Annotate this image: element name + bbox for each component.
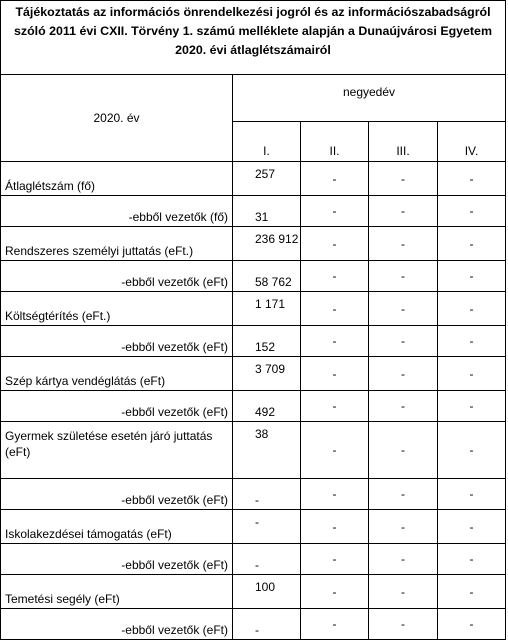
quarter-2-value: - — [301, 544, 369, 575]
row-label: Rendszeres személyi juttatás (eFt.) — [1, 227, 233, 261]
quarter-2-value: - — [301, 391, 369, 422]
table-row — [1, 575, 506, 609]
row-label: Temetési segély (eFt) — [1, 575, 233, 609]
table-row — [1, 422, 506, 479]
document-title — [1, 1, 506, 75]
quarter-3-value: - — [369, 326, 438, 357]
row-label: -ebből vezetők (eFt) — [1, 326, 233, 357]
quarter-4-value: - — [438, 162, 506, 196]
quarter-4-value: - — [438, 544, 506, 575]
quarter-2-value: - — [301, 326, 369, 357]
quarter-1-value: - — [233, 479, 301, 510]
quarter-1-value: - — [233, 544, 301, 575]
table-row-subitem — [1, 609, 506, 640]
quarter-2-value: - — [301, 162, 369, 196]
quarter-2-value: - — [301, 292, 369, 326]
quarter-4-value: - — [438, 196, 506, 227]
quarter-3-value: - — [369, 510, 438, 544]
quarter-1-value: 58 762 — [233, 261, 301, 292]
table-row-subitem — [1, 261, 506, 292]
quarter-2-value: - — [301, 227, 369, 261]
table-row-subitem — [1, 544, 506, 575]
header-row — [1, 75, 506, 122]
quarter-3-value: - — [369, 479, 438, 510]
table-row-subitem — [1, 196, 506, 227]
quarter-4-value: - — [438, 227, 506, 261]
quarter-4-value: - — [438, 261, 506, 292]
quarter-2-value: - — [301, 357, 369, 391]
quarter-3-value: - — [369, 227, 438, 261]
row-label: Iskolakezdései támogatás (eFt) — [1, 510, 233, 544]
title-row — [1, 1, 506, 75]
quarter-1-value: 100 — [233, 575, 301, 609]
quarter-1-value: - — [233, 510, 301, 544]
quarter-2-value: - — [301, 575, 369, 609]
quarter-2-value: - — [301, 422, 369, 479]
row-label: -ebből vezetők (fő) — [1, 196, 233, 227]
table-row — [1, 357, 506, 391]
quarter-1-value: 38 — [233, 422, 301, 479]
quarter-1-value: 152 — [233, 326, 301, 357]
quarter-header-3: III. — [369, 122, 438, 162]
quarter-3-value: - — [369, 391, 438, 422]
quarter-4-value: - — [438, 479, 506, 510]
quarter-group-header: negyedév — [233, 75, 506, 122]
row-label: Költségtérítés (eFt.) — [1, 292, 233, 326]
quarter-3-value: - — [369, 422, 438, 479]
quarter-4-value: - — [438, 357, 506, 391]
quarter-1-value: - — [233, 609, 301, 640]
quarter-1-value: 236 912 — [233, 227, 301, 261]
quarter-4-value: - — [438, 292, 506, 326]
row-label: Gyermek születése esetén járó juttatás (eFt) — [1, 422, 233, 479]
title-line-2: szóló 2011 évi CXII. Törvény 1. számú melléklete alapján a Dunaújvárosi Egyetem — [14, 24, 492, 38]
title-line-3: 2020. évi átlaglétszámairól — [175, 43, 331, 57]
quarter-3-value: - — [369, 196, 438, 227]
row-label: -ebből vezetők (eFt) — [1, 609, 233, 640]
title-line-1: Tájékoztatás az információs önrendelkezési jogról és az információszabadságról — [15, 5, 491, 19]
quarter-1-value: 3 709 — [233, 357, 301, 391]
quarter-3-value: - — [369, 575, 438, 609]
quarter-header-1: I. — [233, 122, 301, 162]
quarter-4-value: - — [438, 326, 506, 357]
row-label: -ebből vezetők (eFt) — [1, 391, 233, 422]
quarter-4-value: - — [438, 422, 506, 479]
quarter-4-value: - — [438, 575, 506, 609]
row-label: Átlaglétszám (fő) — [1, 162, 233, 196]
quarter-1-value: 492 — [233, 391, 301, 422]
quarter-4-value: - — [438, 391, 506, 422]
quarter-2-value: - — [301, 196, 369, 227]
quarter-2-value: - — [301, 261, 369, 292]
quarter-1-value: 257 — [233, 162, 301, 196]
table-row — [1, 510, 506, 544]
quarter-3-value: - — [369, 609, 438, 640]
quarter-3-value: - — [369, 292, 438, 326]
table-row-subitem — [1, 479, 506, 510]
table-body — [1, 162, 506, 640]
quarter-1-value: 31 — [233, 196, 301, 227]
quarter-2-value: - — [301, 609, 369, 640]
table-row — [1, 227, 506, 261]
quarter-3-value: - — [369, 261, 438, 292]
table-row-subitem — [1, 391, 506, 422]
quarter-1-value: 1 171 — [233, 292, 301, 326]
quarter-header-4: IV. — [438, 122, 506, 162]
quarter-4-value: - — [438, 510, 506, 544]
table-row-subitem — [1, 326, 506, 357]
quarter-2-value: - — [301, 479, 369, 510]
quarter-4-value: - — [438, 609, 506, 640]
row-label: -ebből vezetők (eFt) — [1, 479, 233, 510]
quarter-header-2: II. — [301, 122, 369, 162]
table-row — [1, 162, 506, 196]
year-header: 2020. év — [1, 75, 233, 162]
quarter-3-value: - — [369, 357, 438, 391]
row-label: -ebből vezetők (eFt) — [1, 544, 233, 575]
quarter-3-value: - — [369, 544, 438, 575]
row-label: -ebből vezetők (eFt) — [1, 261, 233, 292]
row-label: Szép kártya vendéglátás (eFt) — [1, 357, 233, 391]
table-row — [1, 292, 506, 326]
quarter-2-value: - — [301, 510, 369, 544]
quarter-3-value: - — [369, 162, 438, 196]
